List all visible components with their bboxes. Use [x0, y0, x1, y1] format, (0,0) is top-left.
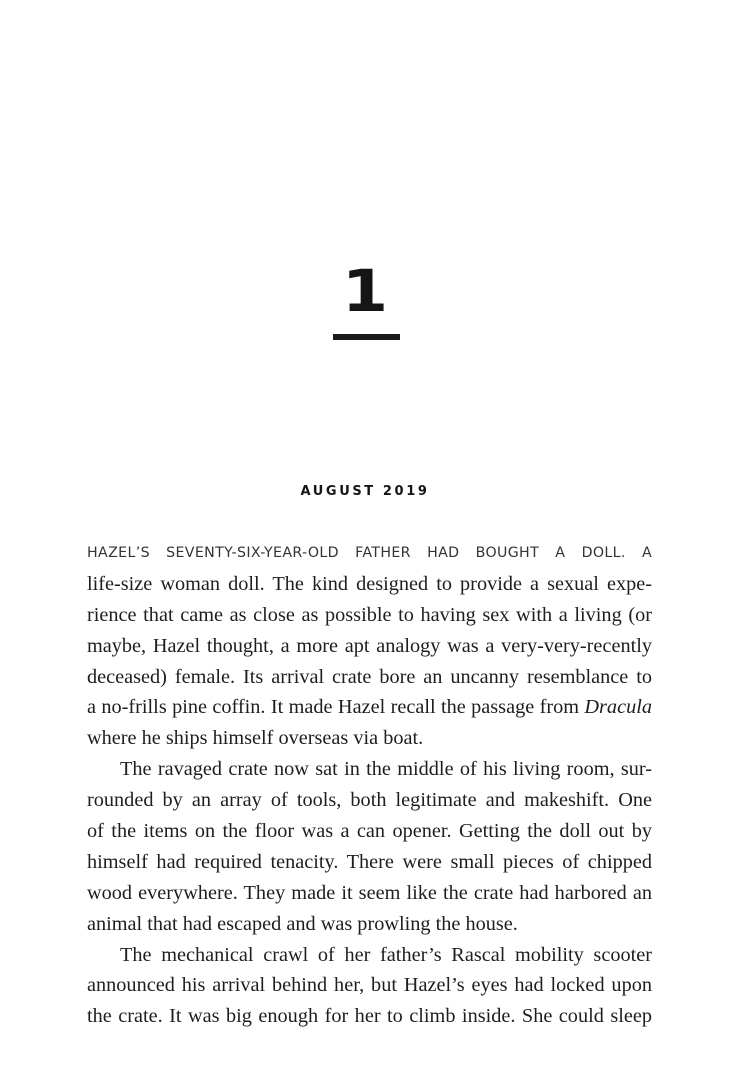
opening-line: HAZEL’S SEVENTY-SIX-YEAR-OLD FATHER HAD BOUGHT A DOLL. A	[87, 545, 652, 561]
text-line: wood everywhere. They made it seem like the crate had harbored an	[87, 881, 652, 904]
chapter-dateline: AUGUST 2019	[300, 484, 430, 499]
text-segment: a no-frills pine coffin. It made Hazel recall the passage from	[87, 696, 585, 719]
text-line: The mechanical crawl of her father’s Rascal mobility scooter	[120, 943, 652, 966]
text-line: deceased) female. Its arrival crate bore an uncanny resemblance to	[87, 665, 652, 688]
text-line: rounded by an array of tools, both legitimate and makeshift. One	[87, 789, 652, 812]
text-line: where he ships himself overseas via boat.	[87, 727, 424, 750]
text-line: the crate. It was big enough for her to climb inside. She could sleep	[87, 1005, 652, 1028]
chapter-number: 1	[341, 257, 389, 325]
text-line: rience that came as close as possible to having sex with a living (or	[87, 603, 652, 626]
text-line	[87, 692, 652, 723]
text-line: life-size woman doll. The kind designed to provide a sexual expe-	[87, 572, 652, 595]
text-line: announced his arrival behind her, but Hazel’s eyes had locked upon	[87, 974, 652, 997]
text-line: himself had required tenacity. There were small pieces of chipped	[87, 850, 652, 873]
text-line: of the items on the floor was a can opener. Getting the doll out by	[87, 820, 652, 843]
text-line: animal that had escaped and was prowling the house.	[87, 912, 518, 935]
chapter-body	[87, 538, 652, 1032]
text-line: The ravaged crate now sat in the middle of his living room, sur-	[120, 758, 652, 781]
text-line: maybe, Hazel thought, a more apt analogy was a very-very-recently	[87, 634, 652, 657]
book-title-italic: Dracula	[584, 696, 652, 719]
chapter-rule	[333, 334, 400, 340]
